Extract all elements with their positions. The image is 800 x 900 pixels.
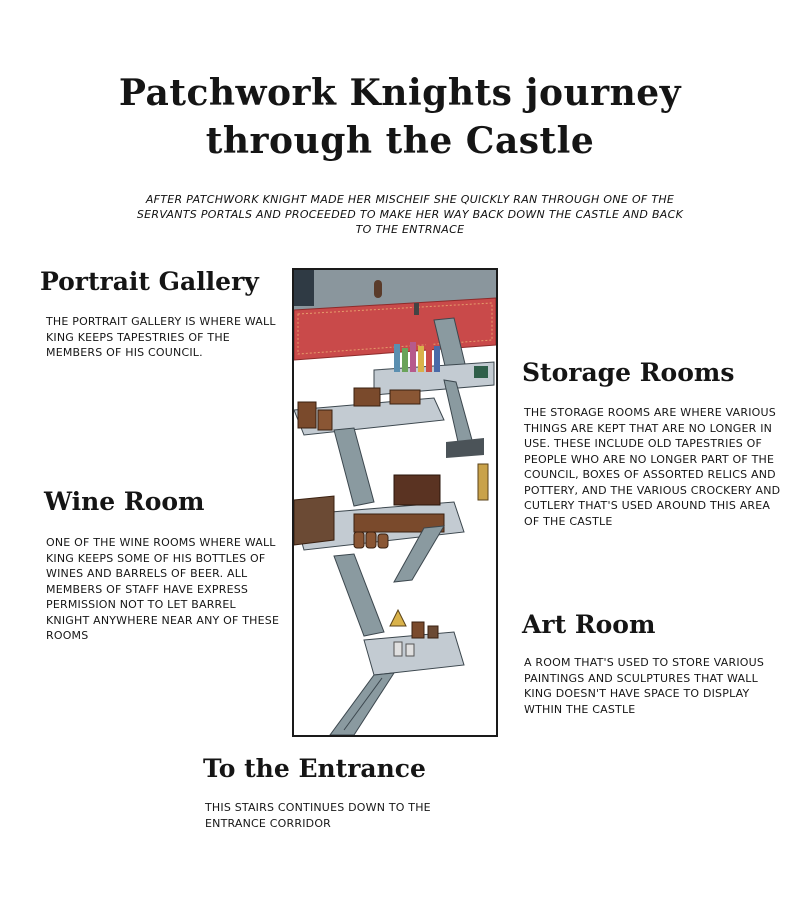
castle-map-illustration xyxy=(292,268,498,737)
wine-room-text: ONE OF THE WINE ROOMS WHERE WALL KING KEEPS SOME OF HIS BOTTLES OF WINES AND BARRELS OF BEER. ALL MEMBERS OF STAFF HAVE EXPRESS PERMISSION NOT TO LET BARREL KNIGHT ANYWHERE NEAR ANY OF THESE ROOMS xyxy=(46,536,280,642)
statue xyxy=(394,642,402,656)
gallery-tapestry xyxy=(294,270,314,306)
storage-rooms-heading: Storage Rooms xyxy=(522,358,735,387)
storage-box xyxy=(298,402,316,428)
patchwork-knight-figure xyxy=(414,303,419,315)
beer-barrel xyxy=(378,534,388,548)
statue xyxy=(406,644,414,656)
page-title-line-1: Patchwork Knights journey xyxy=(118,72,682,114)
stair-to-entrance xyxy=(330,673,394,735)
tapestry-roll xyxy=(434,346,440,372)
tapestry-roll xyxy=(394,344,400,372)
painting-frame xyxy=(428,626,438,638)
wine-room-door xyxy=(478,464,488,500)
storage-shelf xyxy=(390,390,420,404)
tapestry-roll xyxy=(426,340,432,372)
portrait-gallery-text: THE PORTRAIT GALLERY IS WHERE WALL KING KEEPS TAPESTRIES OF THE MEMBERS OF HIS COUNCIL. xyxy=(46,315,276,359)
storage-box xyxy=(318,410,332,430)
sculpture xyxy=(390,610,406,626)
castle-map-drawing xyxy=(294,270,496,735)
storage-shadow xyxy=(446,438,484,458)
storage-crate xyxy=(474,366,488,378)
wine-room-heading: Wine Room xyxy=(44,487,205,516)
stair-storage-side xyxy=(444,380,472,442)
stair-edge xyxy=(344,678,382,730)
wine-rack xyxy=(294,496,334,545)
portrait-gallery-heading: Portrait Gallery xyxy=(40,267,259,296)
tapestry-roll xyxy=(418,346,424,372)
beer-barrel xyxy=(366,532,376,548)
page-title-line-2: through the Castle xyxy=(205,120,595,162)
stair-storage-to-wine xyxy=(334,428,374,506)
intro-text: AFTER PATCHWORK KNIGHT MADE HER MISCHEIF SHE QUICKLY RAN THROUGH ONE OF THE SERVANTS PORTALS AND PROCEEDED TO MAKE HER WAY BACK DOWN THE CASTLE AND BACK TO THE ENTRNACE xyxy=(136,193,684,236)
storage-shelf xyxy=(354,388,380,406)
gallery-door xyxy=(374,280,382,298)
entrance-heading: To the Entrance xyxy=(203,754,426,783)
entrance-text: THIS STAIRS CONTINUES DOWN TO THE ENTRANCE CORRIDOR xyxy=(205,801,431,830)
painting-frame xyxy=(412,622,424,638)
tapestry-roll xyxy=(402,348,408,372)
storage-rooms-text: THE STORAGE ROOMS ARE WHERE VARIOUS THINGS ARE KEPT THAT ARE NO LONGER IN USE. THESE INCLUDE OLD TAPESTRIES OF PEOPLE WHO ARE NO LONGER PART OF THE COUNCIL, BOXES OF ASSORTED RELICS AND POTTERY, AND THE VARIOUS CROCKERY AND CUTLERY THAT'S USED AROUND THIS AREA OF THE CASTLE xyxy=(524,406,781,528)
wine-cabinet xyxy=(394,475,440,505)
art-room-heading: Art Room xyxy=(522,610,656,639)
tapestry-roll xyxy=(410,342,416,372)
art-room-text: A ROOM THAT'S USED TO STORE VARIOUS PAINTINGS AND SCULPTURES THAT WALL KING DOESN'T HAVE SPACE TO DISPLAY WTHIN THE CASTLE xyxy=(524,656,765,716)
beer-barrel xyxy=(354,532,364,548)
stair-wine-to-art xyxy=(334,554,384,636)
